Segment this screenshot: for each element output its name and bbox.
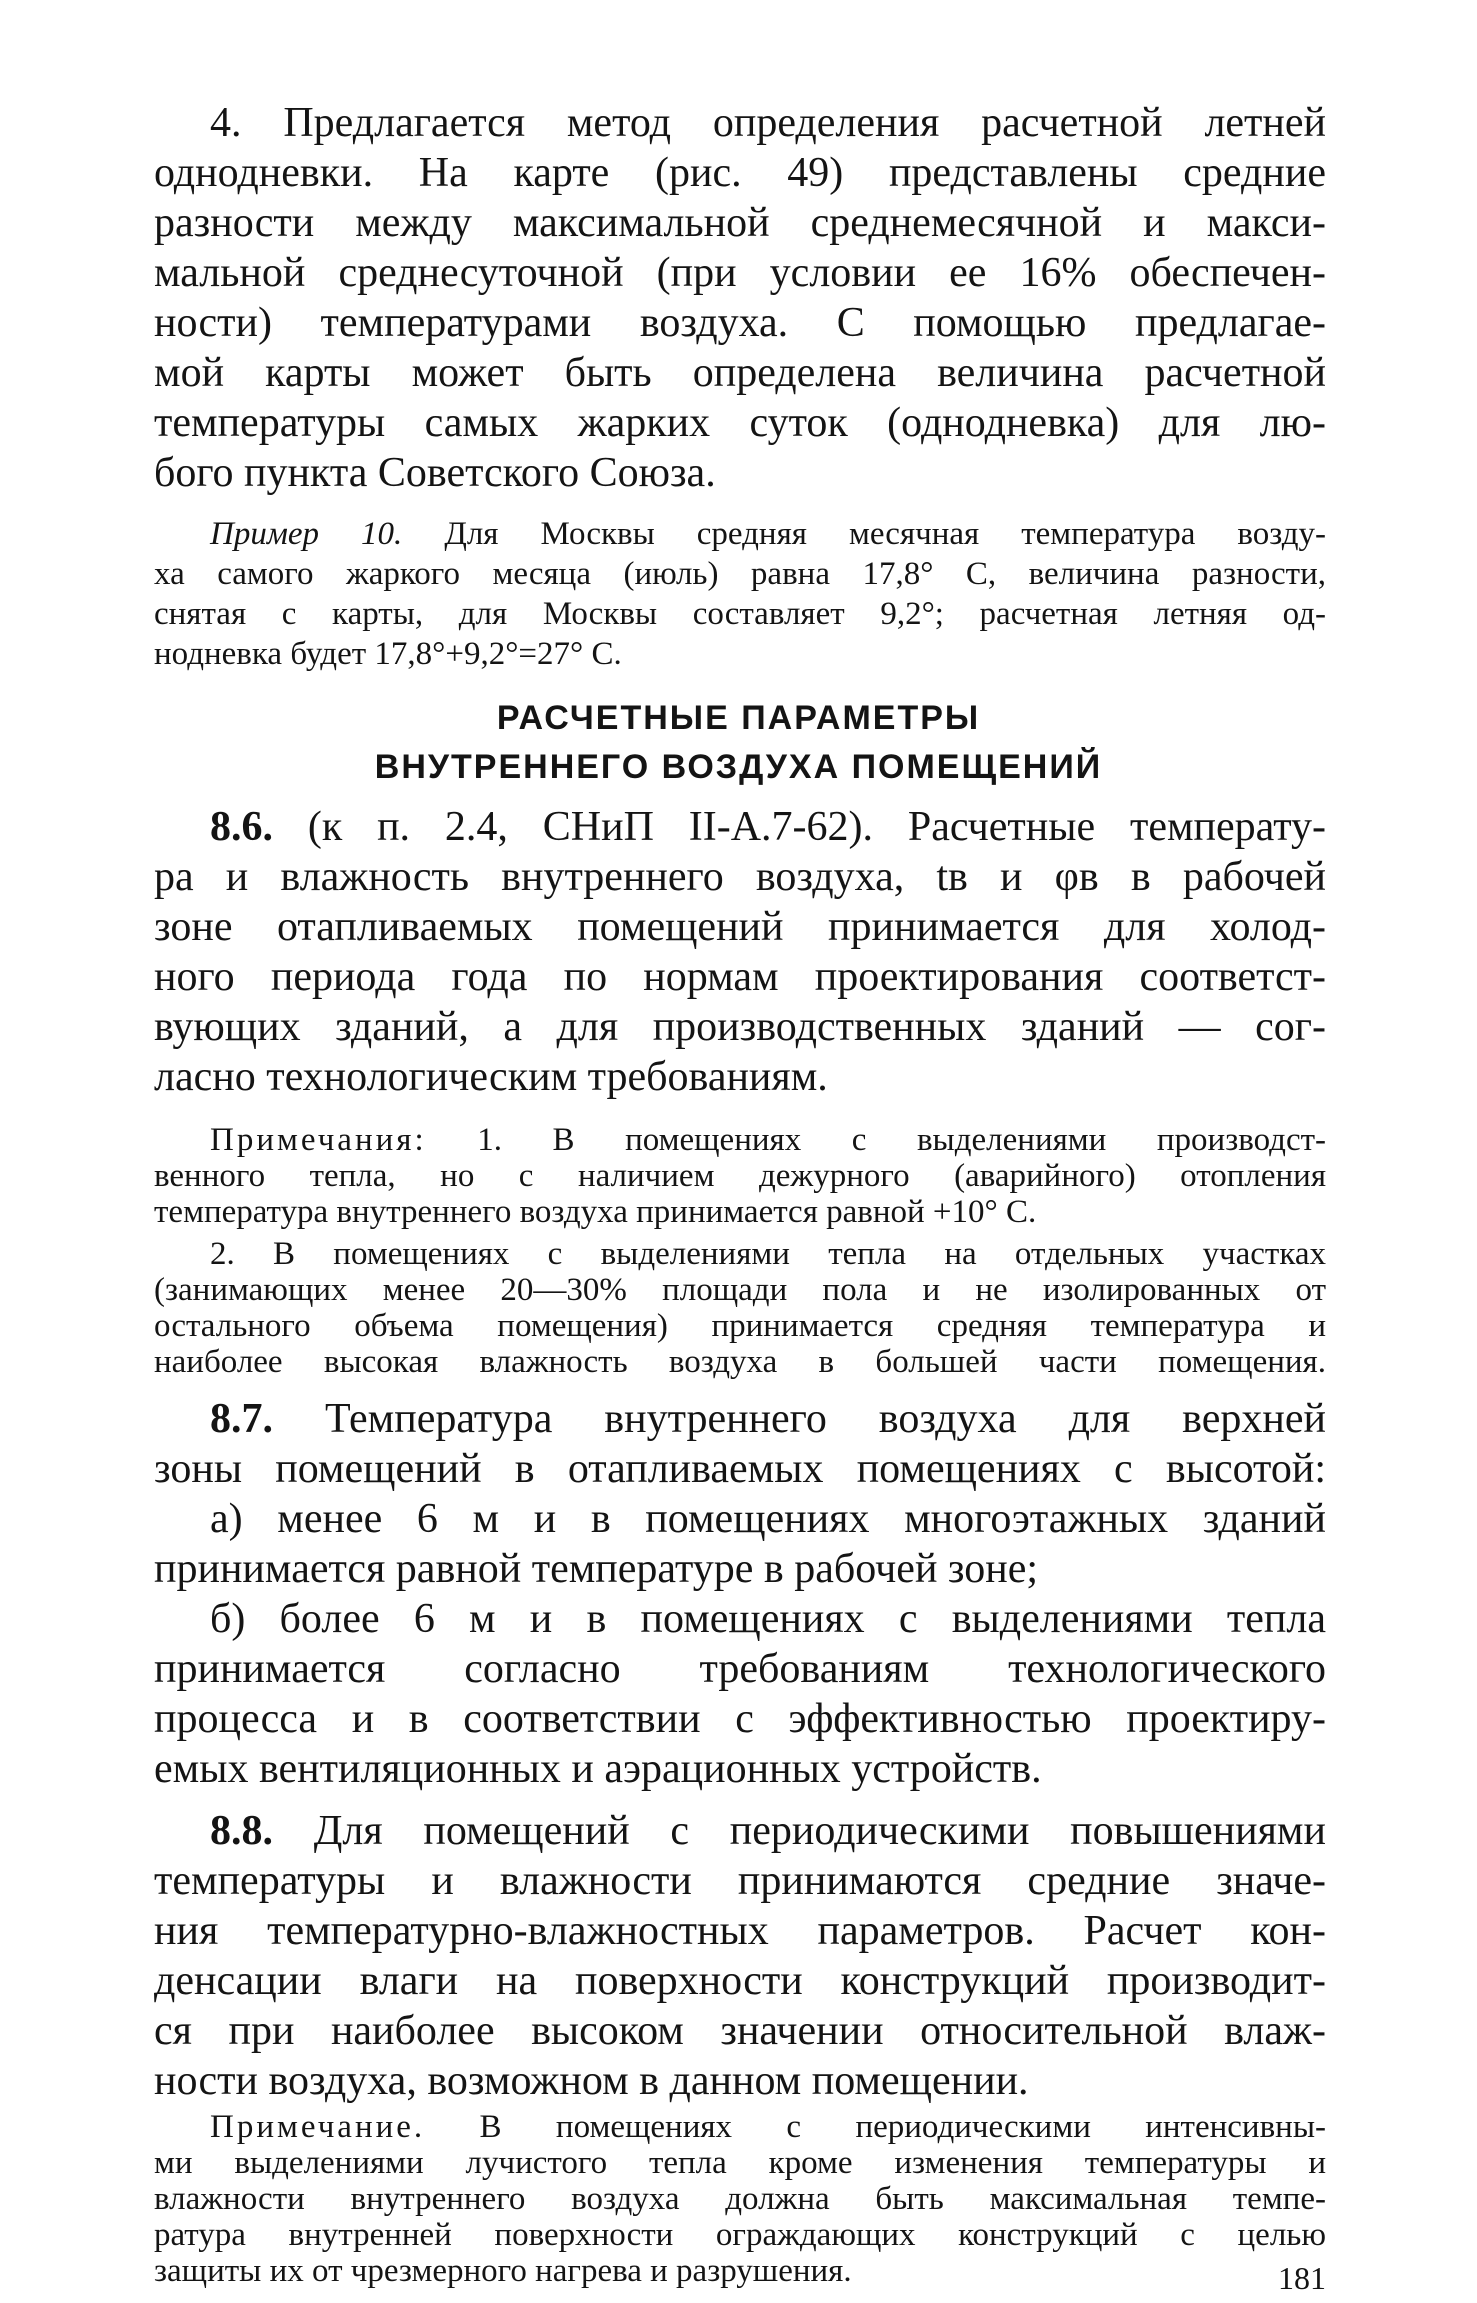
clause86-line: ласно технологическим требованиям. — [154, 1054, 828, 1100]
clause88-number: 8.8. — [210, 1808, 273, 1854]
notes86-line: остального объема помещения) принимается средняя температура и — [154, 1308, 1326, 1344]
clause88-text: Для помещений с периодическими повышениями — [273, 1808, 1326, 1854]
note88-label: Примечание. — [210, 2109, 426, 2145]
notes86-line: 2. В помещениях с выделениями тепла на отдельных участках — [210, 1236, 1326, 1272]
notes86-label: Примечания: — [210, 1122, 427, 1158]
clause87-line: зоны помещений в отапливаемых помещениях с высотой: — [154, 1446, 1326, 1492]
clause88-line: ности воздуха, возможном в данном помещении. — [154, 2058, 1029, 2104]
para4-line: 4. Предлагается метод определения расчетной летней — [210, 100, 1326, 146]
example-text: Для Москвы средняя месячная температура возду- — [402, 516, 1326, 552]
note88-line: ми выделениями лучистого тепла кроме изменения температуры и — [154, 2145, 1326, 2181]
example-first-line — [210, 518, 1326, 551]
note88-first-line — [210, 2111, 1326, 2144]
note88-line: ратура внутренней поверхности ограждающих конструкций с целью — [154, 2217, 1326, 2253]
clause86-line: вующих зданий, а для производственных зданий — сог- — [154, 1004, 1326, 1050]
para4-line: однодневки. На карте (рис. 49) представлены средние — [154, 150, 1326, 196]
clause87-first-line — [210, 1398, 1326, 1440]
para4-line: мальной среднесуточной (при условии ее 16% обеспечен- — [154, 250, 1326, 296]
clause86-line: зоне отапливаемых помещений принимается для холод- — [154, 904, 1326, 950]
para4-line: температуры самых жарких суток (однодневка) для лю- — [154, 400, 1326, 446]
clause86-number: 8.6. — [210, 804, 273, 850]
clause88-line: ния температурно-влажностных параметров. Расчет кон- — [154, 1908, 1326, 1954]
page-number-visible: 181 — [1278, 2260, 1326, 2296]
clause88-line: температуры и влажности принимаются средние значе- — [154, 1858, 1326, 1904]
example-line: нодневка будет 17,8°+9,2°=27° С. — [154, 636, 622, 672]
clause86-first-line — [210, 806, 1326, 848]
clause88-line: ся при наиболее высоком значении относительной влаж- — [154, 2008, 1326, 2054]
para4-line: бого пункта Советского Союза. — [154, 450, 716, 496]
section-heading-line2: ВНУТРЕННЕГО ВОЗДУХА ПОМЕЩЕНИЙ — [374, 748, 1103, 786]
clause87-line: принимается равной температуре в рабочей зоне; — [154, 1546, 1039, 1592]
notes86-first-line — [210, 1124, 1326, 1157]
section-heading-line1: РАСЧЕТНЫЕ ПАРАМЕТРЫ — [496, 699, 981, 737]
notes86-line: (занимающих менее 20—30% площади пола и не изолированных от — [154, 1272, 1326, 1308]
para4-line: мой карты может быть определена величина расчетной — [154, 350, 1326, 396]
note88-text: В помещениях с периодическими интенсивны- — [425, 2109, 1326, 2145]
clause87-text: Температура внутреннего воздуха для верхней — [273, 1396, 1326, 1442]
notes86-text: 1. В помещениях с выделениями производст- — [426, 1122, 1326, 1158]
clause87-number: 8.7. — [210, 1396, 273, 1442]
para4-line: ности) температурами воздуха. С помощью предлагае- — [154, 300, 1326, 346]
clause87-line: б) более 6 м и в помещениях с выделениями тепла — [210, 1596, 1326, 1642]
clause87-line: емых вентиляционных и аэрационных устройств. — [154, 1746, 1042, 1792]
clause86-line: ра и влажность внутреннего воздуха, tв и φв в рабочей — [154, 854, 1326, 900]
notes86-line: венного тепла, но с наличием дежурного (аварийного) отопления — [154, 1158, 1326, 1194]
clause86-text: (к п. 2.4, СНиП II-А.7-62). Расчетные температу- — [273, 804, 1326, 850]
clause87-line: а) менее 6 м и в помещениях многоэтажных зданий — [210, 1496, 1326, 1542]
note88-line: защиты их от чрезмерного нагрева и разрушения. — [154, 2253, 852, 2289]
para4-line: разности между максимальной среднемесячной и макси- — [154, 200, 1326, 246]
clause87-line: процесса и в соответствии с эффективностью проектиру- — [154, 1696, 1326, 1742]
clause87-line: принимается согласно требованиям технологического — [154, 1646, 1326, 1692]
clause88-first-line — [210, 1810, 1326, 1852]
example-line: снятая с карты, для Москвы составляет 9,2°; расчетная летняя од- — [154, 596, 1326, 632]
example-line: ха самого жаркого месяца (июль) равна 17,8° С, величина разности, — [154, 556, 1326, 592]
note88-line: влажности внутреннего воздуха должна быть максимальная темпе- — [154, 2181, 1326, 2217]
clause86-line: ного периода года по нормам проектирования соответст- — [154, 954, 1326, 1000]
notes86-line: температура внутреннего воздуха принимается равной +10° С. — [154, 1194, 1037, 1230]
clause88-line: денсации влаги на поверхности конструкций производит- — [154, 1958, 1326, 2004]
example-label: Пример 10. — [210, 516, 403, 552]
notes86-line: наиболее высокая влажность воздуха в большей части помещения. — [154, 1344, 1326, 1380]
